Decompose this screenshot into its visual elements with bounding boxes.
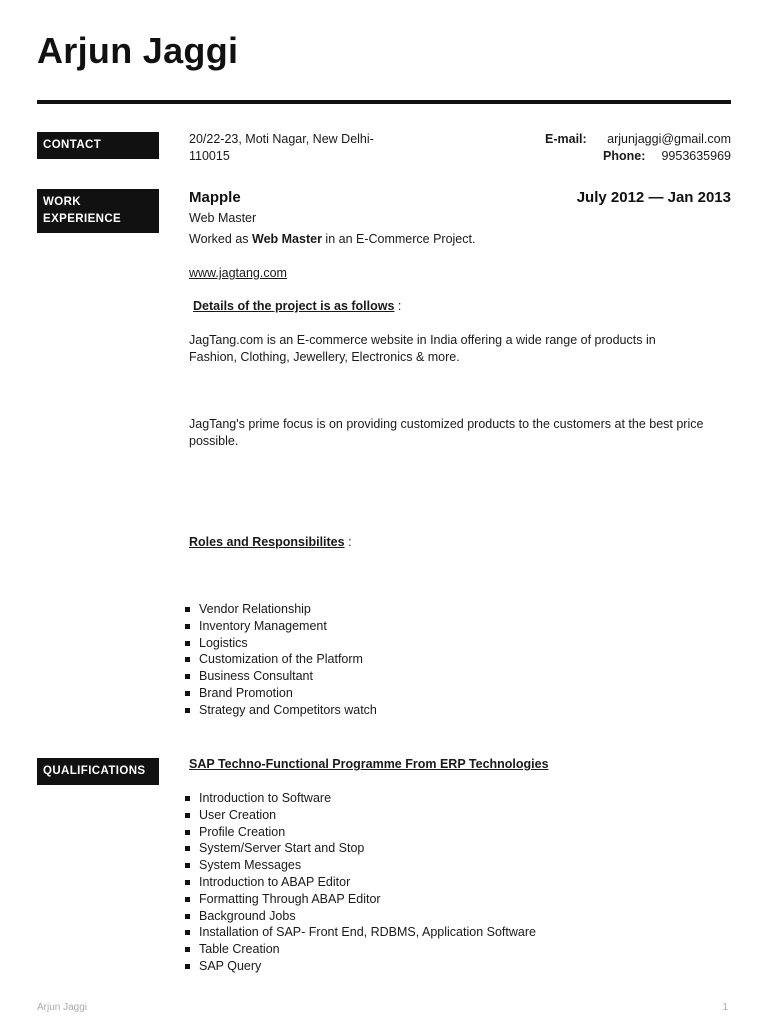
list-item: Inventory Management xyxy=(189,618,377,635)
project-paragraph-2-line-2: possible. xyxy=(189,434,239,448)
job-summary xyxy=(189,231,475,248)
address-line-1: 20/22-23, Moti Nagar, New Delhi- xyxy=(189,132,374,146)
resume-name: Arjun Jaggi xyxy=(37,30,239,71)
qualification-title: SAP Techno-Functional Programme From ERP Technologies xyxy=(189,757,549,771)
list-item: System/Server Start and Stop xyxy=(189,840,536,857)
details-heading-line xyxy=(193,298,401,315)
qualification-list xyxy=(189,790,536,975)
list-item: Logistics xyxy=(189,635,377,652)
phone-value: 9953635969 xyxy=(661,149,731,163)
list-item: Brand Promotion xyxy=(189,685,377,702)
job-summary-prefix: Worked as xyxy=(189,232,252,246)
job-summary-suffix: in an E-Commerce Project. xyxy=(321,232,476,246)
list-item: SAP Query xyxy=(189,958,536,975)
work-label-line-2: EXPERIENCE xyxy=(43,213,122,225)
section-label-contact: CONTACT xyxy=(37,132,159,159)
footer-name: Arjun Jaggi xyxy=(37,1002,88,1013)
list-item: Vendor Relationship xyxy=(189,601,377,618)
project-paragraph-1-line-1: JagTang.com is an E-commerce website in India offering a wide range of products in xyxy=(189,333,656,347)
list-item: Business Consultant xyxy=(189,668,377,685)
list-item: System Messages xyxy=(189,857,536,874)
job-title: Web Master xyxy=(189,211,257,225)
list-item: Strategy and Competitors watch xyxy=(189,702,377,719)
email-label: E-mail: xyxy=(545,132,587,146)
list-item: Customization of the Platform xyxy=(189,651,377,668)
roles-heading: Roles and Responsibilites xyxy=(189,535,345,549)
list-item: Introduction to ABAP Editor xyxy=(189,874,536,891)
page-number: 1 xyxy=(722,1002,728,1013)
section-label-qualifications: QUALIFICATIONS xyxy=(37,758,159,785)
employment-dates: July 2012 — Jan 2013 xyxy=(576,189,731,206)
list-item: Profile Creation xyxy=(189,824,536,841)
job-summary-bold: Web Master xyxy=(252,232,322,246)
list-item: User Creation xyxy=(189,807,536,824)
roles-heading-line xyxy=(189,534,352,551)
roles-heading-colon: : xyxy=(344,535,352,549)
company-name: Mapple xyxy=(189,189,241,206)
list-item: Installation of SAP- Front End, RDBMS, Application Software xyxy=(189,924,536,941)
work-label-line-1: WORK xyxy=(43,196,82,208)
list-item: Introduction to Software xyxy=(189,790,536,807)
header-divider xyxy=(37,100,731,104)
project-paragraph-1-line-2: Fashion, Clothing, Jewellery, Electronics & more. xyxy=(189,350,460,364)
project-link[interactable]: www.jagtang.com xyxy=(189,266,287,280)
list-item: Background Jobs xyxy=(189,908,536,925)
email-value: arjunjaggi@gmail.com xyxy=(607,132,731,146)
list-item: Table Creation xyxy=(189,941,536,958)
roles-list xyxy=(189,601,377,719)
section-label-work-experience xyxy=(37,189,159,233)
list-item: Formatting Through ABAP Editor xyxy=(189,891,536,908)
phone-label: Phone: xyxy=(603,149,646,163)
details-heading: Details of the project is as follows xyxy=(193,299,395,313)
details-heading-colon: : xyxy=(394,299,402,313)
project-paragraph-2-line-1: JagTang's prime focus is on providing customized products to the customers at the best price xyxy=(189,417,704,431)
address-line-2: 110015 xyxy=(189,149,230,163)
